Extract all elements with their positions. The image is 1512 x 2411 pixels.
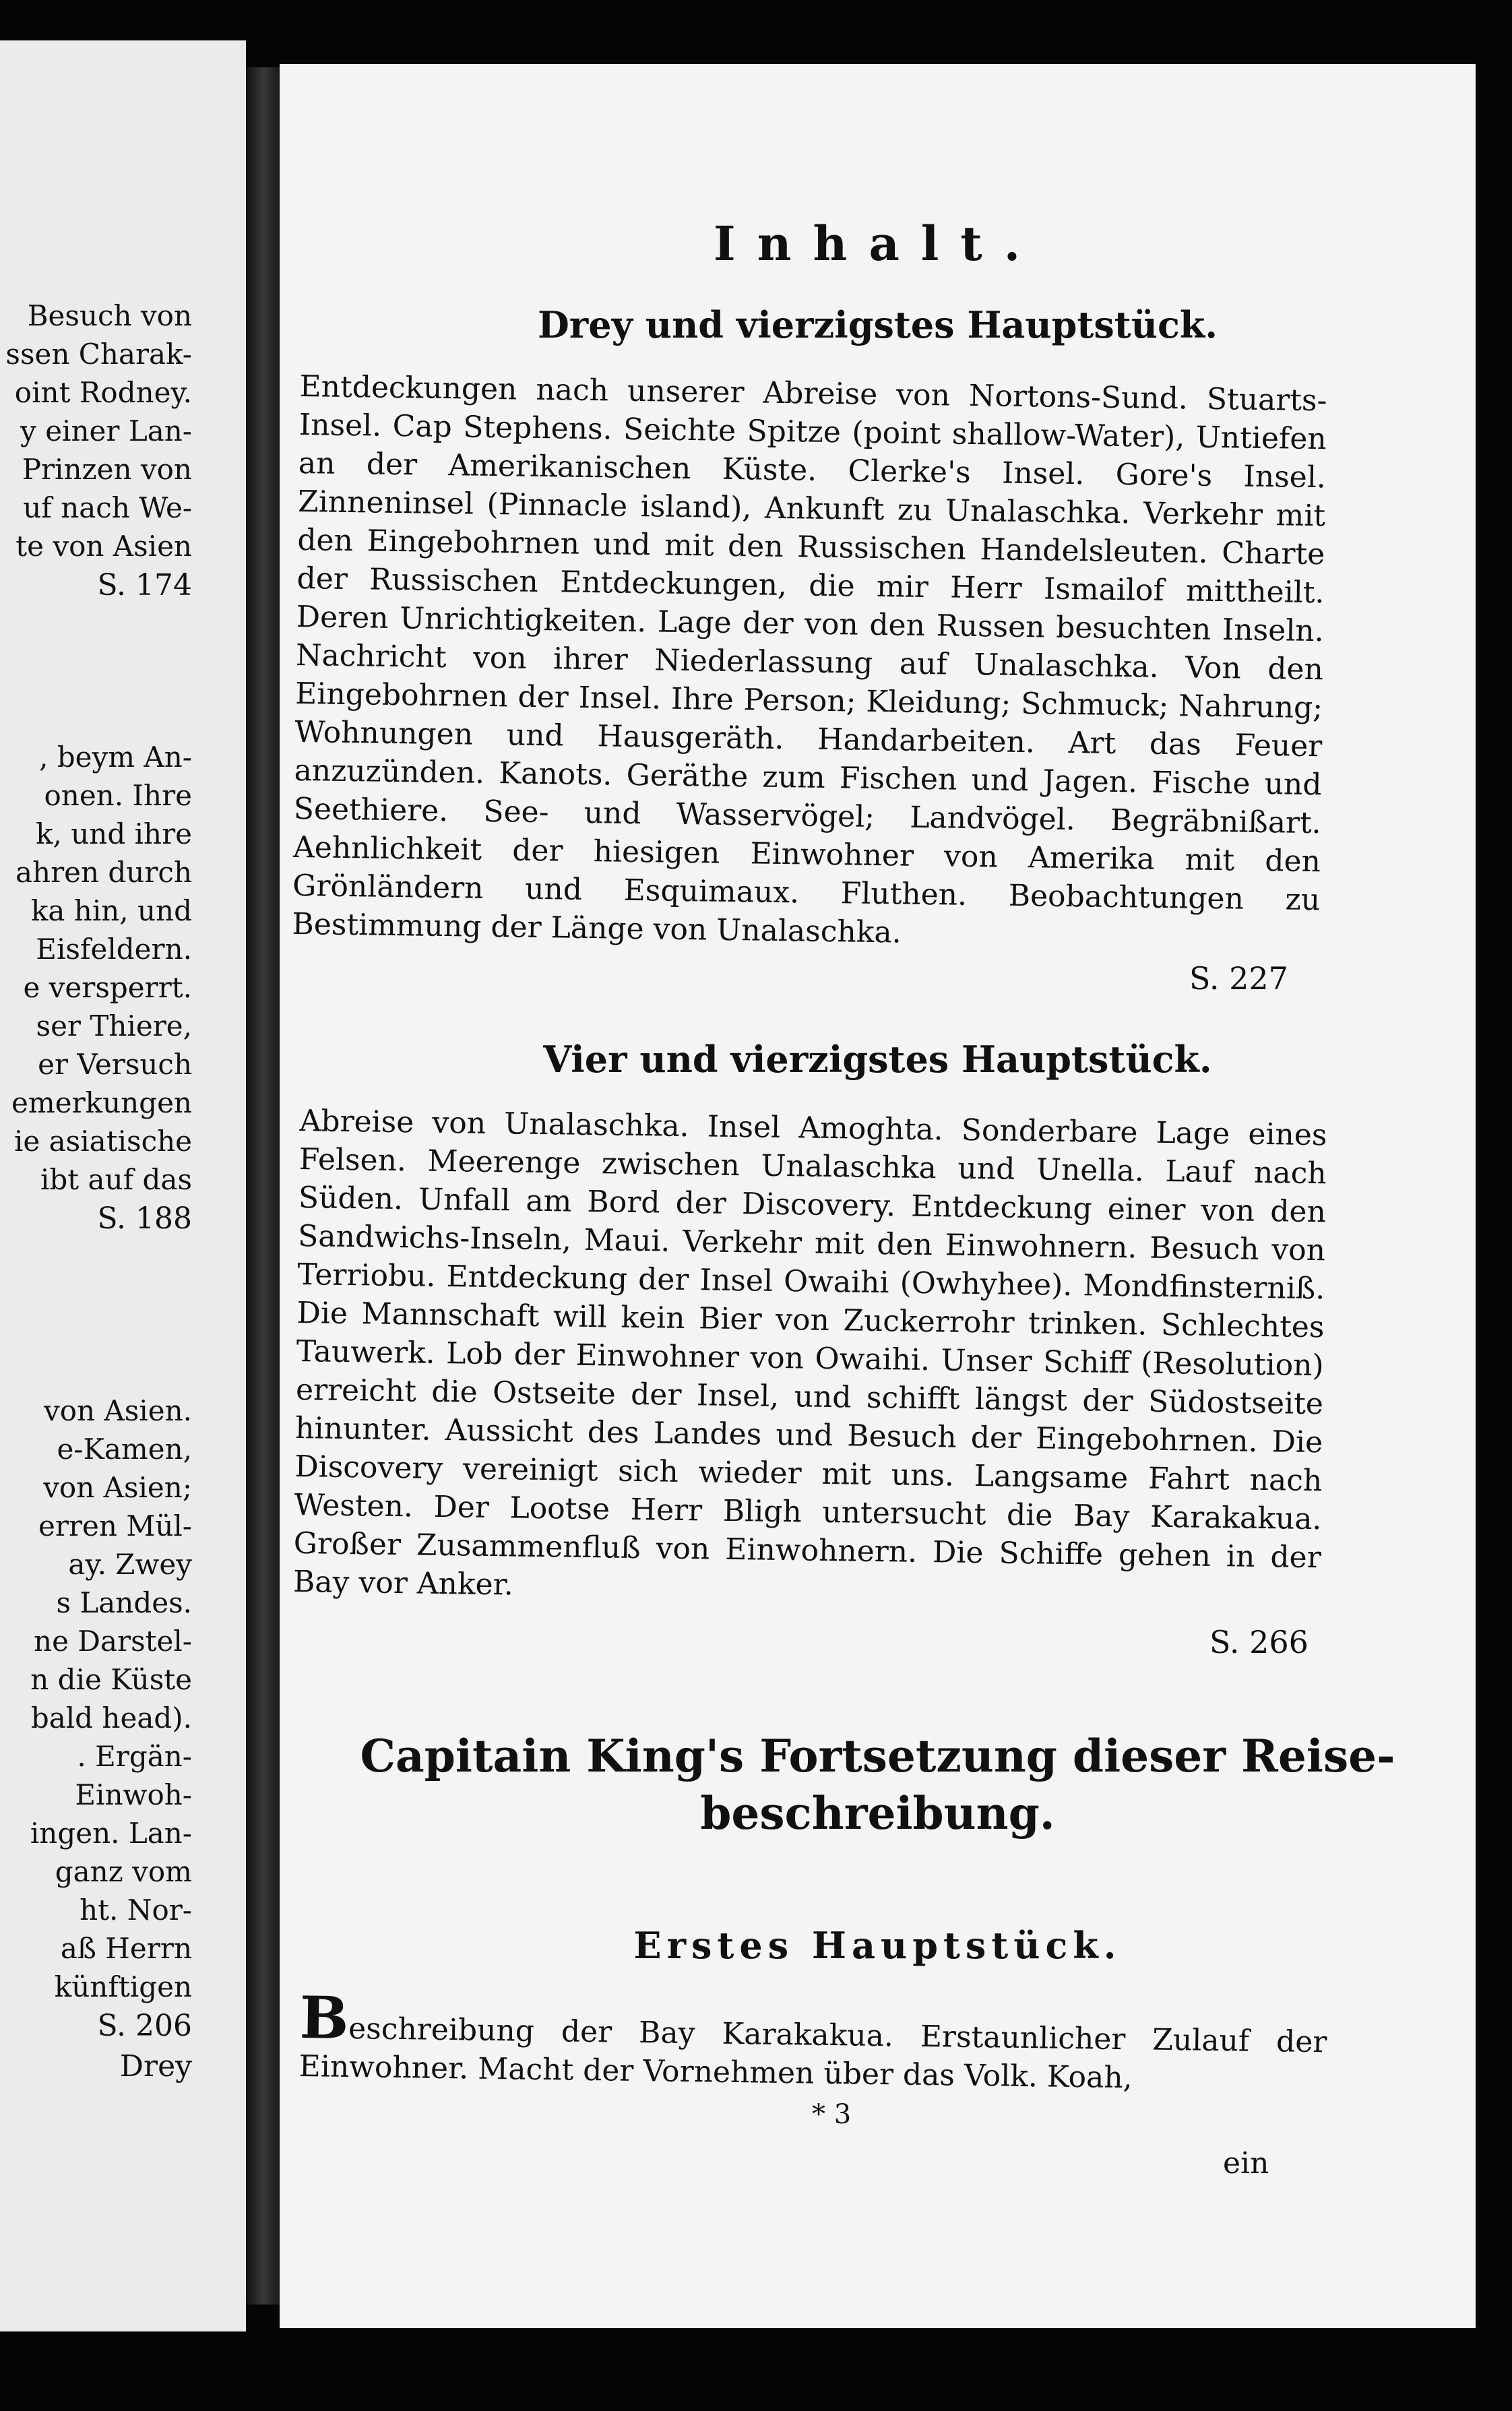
left-page-ref-3: S. 206 <box>97 2009 192 2043</box>
left-page-line: oint Rodney. <box>14 376 192 409</box>
running-title: Inhalt. <box>713 216 1042 272</box>
book-gutter <box>246 67 280 2305</box>
left-page-line: Prinzen von <box>22 453 192 486</box>
left-lines-1 <box>5 296 192 565</box>
left-page-ref-2: S. 188 <box>97 1201 192 1236</box>
section-title-line-2: beschreibung. <box>700 1787 1055 1840</box>
left-page-line: . Ergän- <box>77 1740 192 1773</box>
chapter-43-page-ref: S. 227 <box>1189 960 1288 997</box>
left-page-line: e-Kamen, <box>57 1433 192 1466</box>
chapter-1-heading: Erstes Hauptstück. <box>633 1924 1122 1967</box>
left-page-line: s Landes. <box>56 1586 192 1619</box>
left-lines-3 <box>30 1391 192 2006</box>
left-page-line: uf nach We- <box>23 491 192 524</box>
left-page-line: n die Küste <box>30 1663 192 1696</box>
left-page-line: te von Asien <box>15 530 192 563</box>
left-page-line: k, und ihre <box>36 817 192 850</box>
left-page-ref-1: S. 174 <box>97 568 192 602</box>
chapter-1-body: eschreibung der Bay Karakakua. Erstaunlicher Zulauf der Einwohner. Macht der Vornehmen über das Volk. Koah, <box>298 2011 1327 2096</box>
chapter-44-page-ref: S. 266 <box>1209 1624 1309 1660</box>
left-page-line: ingen. Lan- <box>30 1817 192 1850</box>
chapter-43-text: Entdeckungen nach unserer Abreise von Nortons-Sund. Stuarts-Insel. Cap Stephens. Seichte Spitze (point shallow-Water), Untiefen an der Amerikanischen Küste. Clerke's Insel. Gore's Insel. Zinneninsel (Pinnacle island), Ankunft zu Unalaschka. Verkehr mit den Eingebohrnen und mit den Russischen Handelsleuten. Charte der Russischen Entdeckungen, die mir Herr Ismailof mittheilt. Deren Unrichtigkeiten. Lage der von den Russen besuchten Inseln. Nachricht von ihrer Niederlassung auf Unalaschka. Von den Eingebohrnen der Insel. Ihre Person; Kleidung; Schmuck; Nahrung; Wohnungen und Hausgeräth. Handarbeiten. Art das Feuer anzuzünden. Kanots. Geräthe zum Fischen und Jagen. Fische und Seethiere. See- und Wasservögel; Landvögel. Begräbnißart. Aehnlichkeit der hiesigen Einwohner von Amerika mit den Grönländern und Esquimaux. Fluthen. Beobachtungen zu Bestimmung der Länge von Unalaschka. <box>292 369 1327 950</box>
left-page-line: , beym An- <box>39 741 192 774</box>
left-page-line: ser Thiere, <box>36 1009 192 1042</box>
signature-mark: * 3 <box>812 2099 852 2130</box>
chapter-44-text: Abreise von Unalaschka. Insel Amoghta. Sonderbare Lage eines Felsen. Meerenge zwischen Unalaschka und Unella. Lauf nach Süden. Unfall am Bord der Discovery. Entdeckung einer von den Sandwichs-Inseln, Maui. Verkehr mit den Einwohnern. Besuch von Terriobu. Entdeckung der Insel Owaihi (Owhyhee). Mondfinsterniß. Die Mannschaft will kein Bier von Zuckerrohr trinken. Schlechtes Tauwerk. Lob der Einwohner von Owaihi. Unser Schiff (Resolution) erreicht die Ostseite der Insel, und schifft längst der Südostseite hinunter. Aussicht des Landes und Besuch der Eingebohrnen. Die Discovery vereinigt sich wieder mit uns. Langsame Fahrt nach Westen. Der Lootse Herr Bligh untersucht die Bay Karakakua. Großer Zusammenfluß von Einwohnern. Die Schiffe gehen in der Bay vor Anker. <box>292 1103 1327 1602</box>
left-page-line: künftigen <box>54 1970 192 2003</box>
left-text-block-1 <box>5 296 192 606</box>
left-page-line: ht. Nor- <box>80 1893 192 1927</box>
section-title-line-1: Capitain King's Fortsetzung dieser Reise- <box>360 1730 1395 1782</box>
left-page-line: onen. Ihre <box>44 779 192 812</box>
left-page-line: emerkungen <box>11 1086 192 1119</box>
left-page-line: ne Darstel- <box>34 1625 192 1658</box>
right-page <box>280 64 1476 2328</box>
left-page-line: ay. Zwey <box>68 1548 192 1581</box>
left-page <box>0 40 246 2331</box>
right-catchword: ein <box>1223 2146 1269 2181</box>
left-page-line: ie asiatische <box>14 1125 192 1158</box>
left-page-line: Besuch von <box>27 299 192 332</box>
left-page-line: von Asien. <box>44 1394 192 1427</box>
left-page-line: ssen Charak- <box>5 338 192 371</box>
left-text-block-3 <box>30 1391 192 2087</box>
left-lines-2 <box>11 738 192 1199</box>
left-page-line: e versperrt. <box>23 971 192 1004</box>
left-page-line: Einwoh- <box>75 1778 192 1811</box>
left-page-line: Eisfeldern. <box>36 933 192 966</box>
left-page-line: ibt auf das <box>40 1163 192 1196</box>
left-page-line: ganz vom <box>55 1855 192 1888</box>
left-page-line: erren Mül- <box>38 1509 192 1542</box>
left-page-line: ahren durch <box>15 856 192 889</box>
left-page-line: von Asien; <box>43 1471 192 1504</box>
left-page-line: ka hin, und <box>30 894 192 927</box>
left-page-line: er Versuch <box>38 1048 192 1081</box>
left-text-block-2 <box>11 738 192 1239</box>
left-catchword: Drey <box>119 2049 192 2084</box>
chapter-43-heading: Drey und vierzigstes Hauptstück. <box>537 303 1218 346</box>
chapter-1-text <box>298 1984 1327 2100</box>
left-page-line: aß Herrn <box>60 1932 192 1965</box>
chapter-44-heading: Vier und vierzigstes Hauptstück. <box>543 1038 1212 1081</box>
left-page-line: bald head). <box>30 1701 192 1734</box>
drop-cap: B <box>299 1984 350 2053</box>
left-page-line: y einer Lan- <box>20 414 192 447</box>
